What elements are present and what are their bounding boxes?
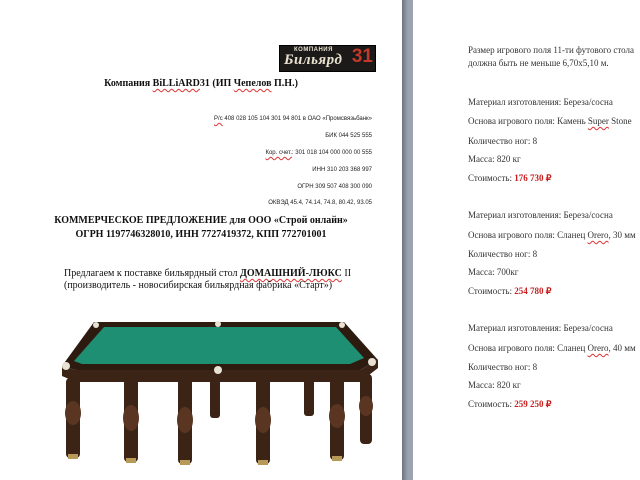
- rs-label: Р/с: [214, 116, 223, 122]
- size-line-2: должна быть не меньше 6,70х5,10 м.: [468, 58, 609, 68]
- base-1-post: Stone: [608, 116, 632, 126]
- company-line: [0, 78, 402, 89]
- price-2: 254 780 ₽: [514, 286, 552, 296]
- base-2-brand: Orero: [587, 230, 609, 240]
- price-1: 176 730 ₽: [514, 173, 552, 183]
- logo-number: 31: [351, 46, 373, 67]
- company-logo: [279, 45, 376, 72]
- manufacturer-line: (производитель - новосибирская бильярдная фабрика «Старт»): [64, 280, 333, 291]
- price-3: 259 250 ₽: [514, 399, 552, 409]
- cost-1-label: Стоимость:: [468, 173, 515, 183]
- offer-title: КОММЕРЧЕСКОЕ ПРЕДЛОЖЕНИЕ для ООО «Строй онлайн»: [54, 215, 348, 226]
- intro-pre: Предлагаем к поставке бильярдный стол: [64, 268, 240, 279]
- base-1: [468, 116, 632, 126]
- company-line-pre: Компания: [104, 78, 153, 89]
- page-gap: [402, 0, 408, 480]
- cost-1: [468, 173, 551, 184]
- requisite-rs: [214, 116, 372, 122]
- intro-line: [64, 268, 351, 279]
- ks-value: : 301 018 104 000 000 00 555: [291, 150, 372, 156]
- legs-3: Количество ног: 8: [468, 362, 538, 372]
- company-line-mid: 31 (ИП: [199, 78, 234, 89]
- cost-3: [468, 399, 551, 410]
- logo-small-text: КОМПАНИЯ: [294, 47, 333, 53]
- base-1-pre: Основа игрового поля: Камень: [468, 116, 588, 126]
- product-name: ДОМАШНИЙ-ЛЮКС: [239, 268, 342, 279]
- document-page-2: [413, 0, 640, 480]
- logo-big-text: Бильярд: [284, 52, 343, 68]
- base-3-pre: Основа игрового поля: Сланец: [468, 343, 588, 353]
- cost-2: [468, 286, 551, 297]
- material-1: Материал изготовления: Береза/сосна: [468, 97, 613, 107]
- mass-3: Масса: 820 кг: [468, 380, 521, 390]
- base-2-post: , 30 мм: [608, 230, 636, 240]
- offer-ids: ОГРН 1197746328010, ИНН 7727419372, КПП 772701001: [75, 229, 327, 240]
- ks-label: Кор. счет.: [265, 150, 292, 156]
- size-line-1: Размер игрового поля 11-ти футового стола: [468, 45, 635, 55]
- billiard-table-image: [60, 318, 380, 468]
- material-3: Материал изготовления: Береза/сосна: [468, 323, 613, 333]
- base-3-post: , 40 мм: [608, 343, 636, 353]
- requisite-ks: [265, 150, 372, 156]
- intro-post: II: [341, 268, 352, 279]
- company-owner: Чепелов: [233, 78, 272, 89]
- material-2: Материал изготовления: Береза/сосна: [468, 210, 613, 220]
- cost-2-label: Стоимость:: [468, 286, 515, 296]
- base-3-brand: Orero: [587, 343, 609, 353]
- legs-2: Количество ног: 8: [468, 249, 538, 259]
- requisite-inn: ИНН 310 203 368 997: [312, 167, 372, 173]
- requisite-ogrn: ОГРН 309 507 408 300 090: [297, 184, 372, 190]
- base-1-brand: Super: [587, 116, 609, 126]
- company-brand: BiLLiARD: [152, 78, 200, 89]
- base-3: [468, 343, 636, 353]
- cost-3-label: Стоимость:: [468, 399, 515, 409]
- base-2-pre: Основа игрового поля: Сланец: [468, 230, 588, 240]
- rs-value: 408 028 105 104 301 94 801 в ОАО «Промсвязьбанк»: [222, 116, 372, 122]
- company-line-post: П.Н.): [271, 78, 298, 89]
- requisite-bik: БИК 044 525 555: [325, 133, 372, 139]
- requisite-okved: ОКВЭД 45.4, 74.14, 74.8, 80.42, 93.05: [268, 200, 372, 206]
- mass-2: Масса: 700кг: [468, 267, 519, 277]
- base-2: [468, 230, 636, 240]
- mass-1: Масса: 820 кг: [468, 154, 521, 164]
- legs-1: Количество ног: 8: [468, 136, 538, 146]
